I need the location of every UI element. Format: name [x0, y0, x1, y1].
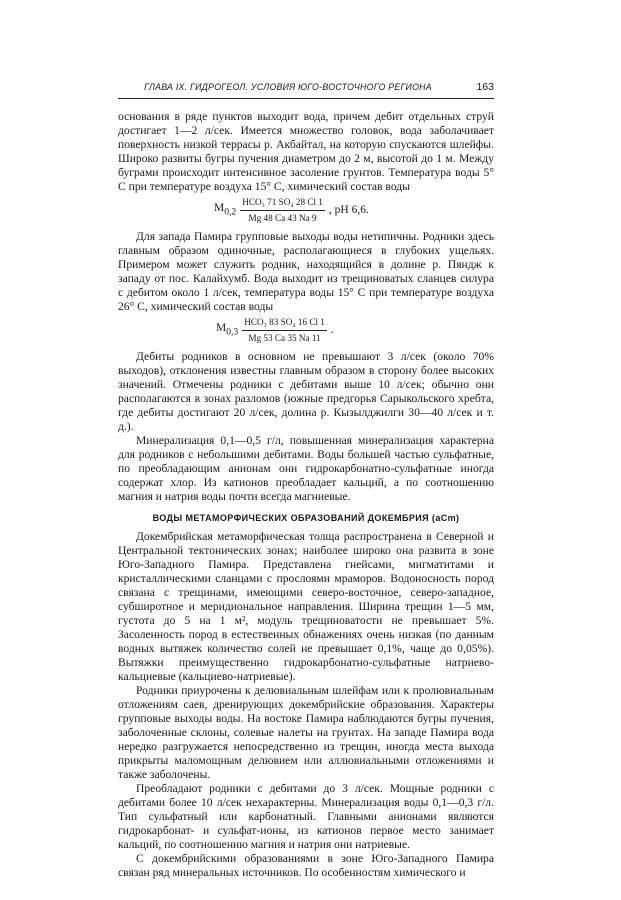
formula-anions: HCO₃ 83 SO₄ 16 Cl 1: [242, 316, 327, 331]
paragraph: Докембрийская метаморфическая толща распространена в Северной и Центральной тектонических зонах; наиболее широко она развита в зоне Юго-Западного Памира. Представлена гнейсами, мигматитами и кристаллическими сланцами с прослоями мраморов. Водоносность пород связана с трещинами, имеющими северо-восточное, северо-западное, субширотное и меридиональное направления. Ширина трещин 1—5 мм, густота до 5 на 1 м², модуль трещиноватости не превышает 5%. Засоленность пород в естественных обнажениях очень низкая (по данным водных вытяжек количество солей не превышает 0,1%, чаще до 0,05%). Вытяжки преимущественно гидрокарбонатно-сульфатные натриево-кальциевые (кальциево-натриевые).: [118, 530, 494, 683]
paragraph: Для запада Памира групповые выходы воды нетипичны. Родники здесь главным образом одиночные, располагающиеся в глубоких ущельях. Примером может служить родник, находящийся в долине р. Пяндж к западу от пос. Калайхумб. Вода выходит из трещиноватых сланцев силура с дебитом около 1 л/сек, температура воды 15° С при температуре воздуха 26° С, химический состав воды: [118, 230, 494, 313]
body-text: [118, 110, 494, 880]
paragraph: Минерализация 0,1—0,5 г/л, повышенная минерализация характерна для родников с небольшими дебитами. Воды большей частью сульфатные, по преобладающим анионам они гидрокарбонатно-сульфатные иногда содержат хлор. Из катионов преобладает кальций, а по соотношению магния и натрия воды почти всегда магниевые.: [118, 434, 494, 503]
paragraph: основания в ряде пунктов выходит вода, причем дебит отдельных струй достигает 1—2 л/сек. Имеется множество головок, вода заболачивает поверхность низкой террасы р. Акбайтал, на которую спускаются шлейфы. Широко развиты бугры пучения диаметром до 2 м, высотой до 1 м. Между буграми происходит интенсивное засоление грунтов. Температура воды 5° С при температуре воздуха 15° С, химический состав воды: [118, 110, 494, 193]
paragraph: Родники приурочены к делювиальным шлейфам или к пролювиальным отложениям саев, дренирующих докембрийские образования. Характеры групповые выходы воды. На востоке Памира наблюдаются бугры пучения, заболоченные склоны, солевые налеты на грунтах. На западе Памира вода нередко разгружается непосредственно из трещин, иногда места выхода прикрыты маломощным делювием или аллювиальными отложениями и также заболочены.: [118, 684, 494, 781]
running-header: [118, 82, 494, 99]
formula-mineralization: $M_{0,3}$: [216, 322, 239, 338]
chemical-formula: [118, 196, 494, 225]
formula-fraction: [242, 316, 327, 345]
formula-ph: , pH 6,6.: [328, 204, 369, 216]
section-heading: ВОДЫ МЕТАМОРФИЧЕСКИХ ОБРАЗОВАНИЙ ДОКЕМБРИЯ (aCm): [152, 513, 460, 523]
chapter-title: ГЛАВА IX. ГИДРОГЕОЛ. УСЛОВИЯ ЮГО-ВОСТОЧНОГО РЕГИОНА: [144, 82, 432, 92]
chemical-formula: [118, 316, 494, 345]
paragraph: С докембрийскими образованиями в зоне Юго-Западного Памира связан ряд минеральных источников. По особенностям химического и: [118, 852, 494, 879]
paragraph: Преобладают родники с дебитами до 3 л/сек. Мощные родники с дебитами более 10 л/сек нехарактерны. Минерализация воды 0,1—0,3 г/л. Тип сульфатный или карбонатный. Главными анионами являются гидрокарбонат- и сульфат-ионы, из катионов первое место занимает кальций, по соотношению магния и натрия они натриевые.: [118, 782, 494, 851]
paragraph: Дебиты родников в основном не превышают 3 л/сек (около 70% выходов), отклонения известны главным образом в сторону более высоких значений. Отмечены родники с дебитами выше 10 л/сек; обычно они располагаются в зонах разломов (южные предгорья Сарыкольского хребта, где дебиты достигают 20 л/сек, долина р. Кызылджилги 30—40 л/сек и т. д.).: [118, 350, 494, 433]
formula-anions: HCO₃ 71 SO₄ 28 Cl 1: [240, 196, 325, 211]
formula-fraction: [240, 196, 325, 225]
page-number: 163: [476, 81, 494, 93]
formula-cations: Mg 53 Ca 35 Na 11: [248, 333, 321, 343]
formula-cations: Mg 48 Ca 43 Na 9: [248, 213, 317, 223]
formula-mineralization: $M_{0,2}$: [214, 202, 237, 218]
formula-end: .: [330, 324, 334, 336]
